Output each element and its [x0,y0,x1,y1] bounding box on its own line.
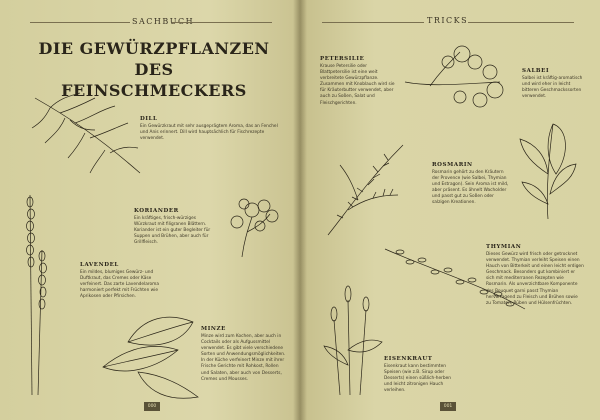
entry-text-minze: Minze wird zum Kochen, aber auch in Cocktails oder als Aufgussmittel verwendet. Es gibt viele verschiedene Sorten und Anwendungsmöglichkeiten. In der Küche verfeinert Minze mit ihrer Frische Gerichte mit Rohkost, Rollen und Salaten, aber auch von Desserts, Cremes und Mousses. [201,334,286,382]
page-number-left: 000 [144,402,160,411]
entry-name-rosmarin: ROSMARIN [432,162,473,168]
entry-text-lavendel: Ein mildes, blumiges Gewürz- und Duftkraut, das Cremes oder Käse verfeinert. Das zarte Lavendelaroma harmoniert perfekt mit Früchten wie Aprikosen oder Pfirsichen. [80,270,160,300]
eisenkraut-illustration [320,280,390,400]
entry-text-rosmarin: Rosmarin gehört zu den Kräutern der Provence (wie Salbei, Thymian und Estragon). Sein Aroma ist mild, aber präsent. Es ähnelt Wacholder und passt gut zu Soßen oder salzigen Kreationen. [432,170,509,206]
entry-text-dill: Ein Gewürzkraut mit sehr ausgeprägtem Aroma, das an Fenchel und Anis erinnert. Dill wird hauptsächlich für Fischrezepte verwendet. [140,124,278,142]
title-line-1: DIE GEWÜRZPFLANZEN DES [38,39,270,79]
koriander-illustration [222,192,282,262]
lavendel-illustration [16,190,56,400]
right-page-header: TRICKS [427,16,469,25]
entry-name-lavendel: LAVENDEL [80,262,119,268]
entry-name-salbei: SALBEI [522,68,550,74]
left-page-header: SACHBUCH [132,17,195,26]
entry-text-eisenkraut: Eisenkraut kann bestimmten Speisen (wie z.B. Sirup oder Desserts) einen süßlich-herben und leicht zitronigen Hauch verleihen. [384,364,452,394]
page-number-right: 001 [440,402,456,411]
right-page [300,0,600,420]
dill-illustration [30,88,150,178]
header-rule-right-r [468,22,574,23]
entry-name-minze: MINZE [201,326,226,332]
entry-name-eisenkraut: EISENKRAUT [384,356,433,362]
header-rule-left [30,22,130,23]
entry-name-petersilie: PETERSILIE [320,56,365,62]
book-gutter [293,0,307,420]
entry-text-salbei: Salbei ist kräftig-aromatisch und wird eher in leicht bitteren Geschmackssorten verwendet. [522,76,583,100]
petersilie-illustration [400,42,510,117]
entry-text-koriander: Ein kräftiges, frisch-würziges Würzkraut mit filigranen Blättern. Koriander ist ein guter Begleiter für Suppen und Brühen, aber auch für Grillfleisch. [134,216,211,246]
rosmarin-illustration [318,140,418,240]
entry-text-petersilie: Krause Petersilie oder Blattpetersilie ist eine weit verbreitete Gewürzpflanze. Zusammen mit Knoblauch wird sie für Kräuterbutter verwendet, aber auch zu Soßen, Salat und Fleischgerichten. [320,64,395,106]
header-rule-left-r [322,22,424,23]
entry-name-thymian: THYMIAN [486,244,522,250]
title-line-2: FEINSCHMECKERS [61,81,247,100]
entry-text-thymian: Dieses Gewürz wird frisch oder getrocknet verwendet. Thymian verleiht Speisen einen Hauch von Bitterkeit und einen leicht erdigen Geschmack. Besonders gut kombiniert er sich mit mediterranen Rezepten wie Rosmarin. Als unverzichtbare Komponente des Bouquet garni passt Thymian hervorragend zu Fleisch und Brühen sowie zu Tomaten, Rüben und Hülsenfrüchten. [486,252,584,306]
salbei-illustration [508,104,578,224]
header-rule-right [172,22,272,23]
entry-name-dill: DILL [140,116,158,122]
entry-name-koriander: KORIANDER [134,208,179,214]
minze-illustration [98,312,208,402]
